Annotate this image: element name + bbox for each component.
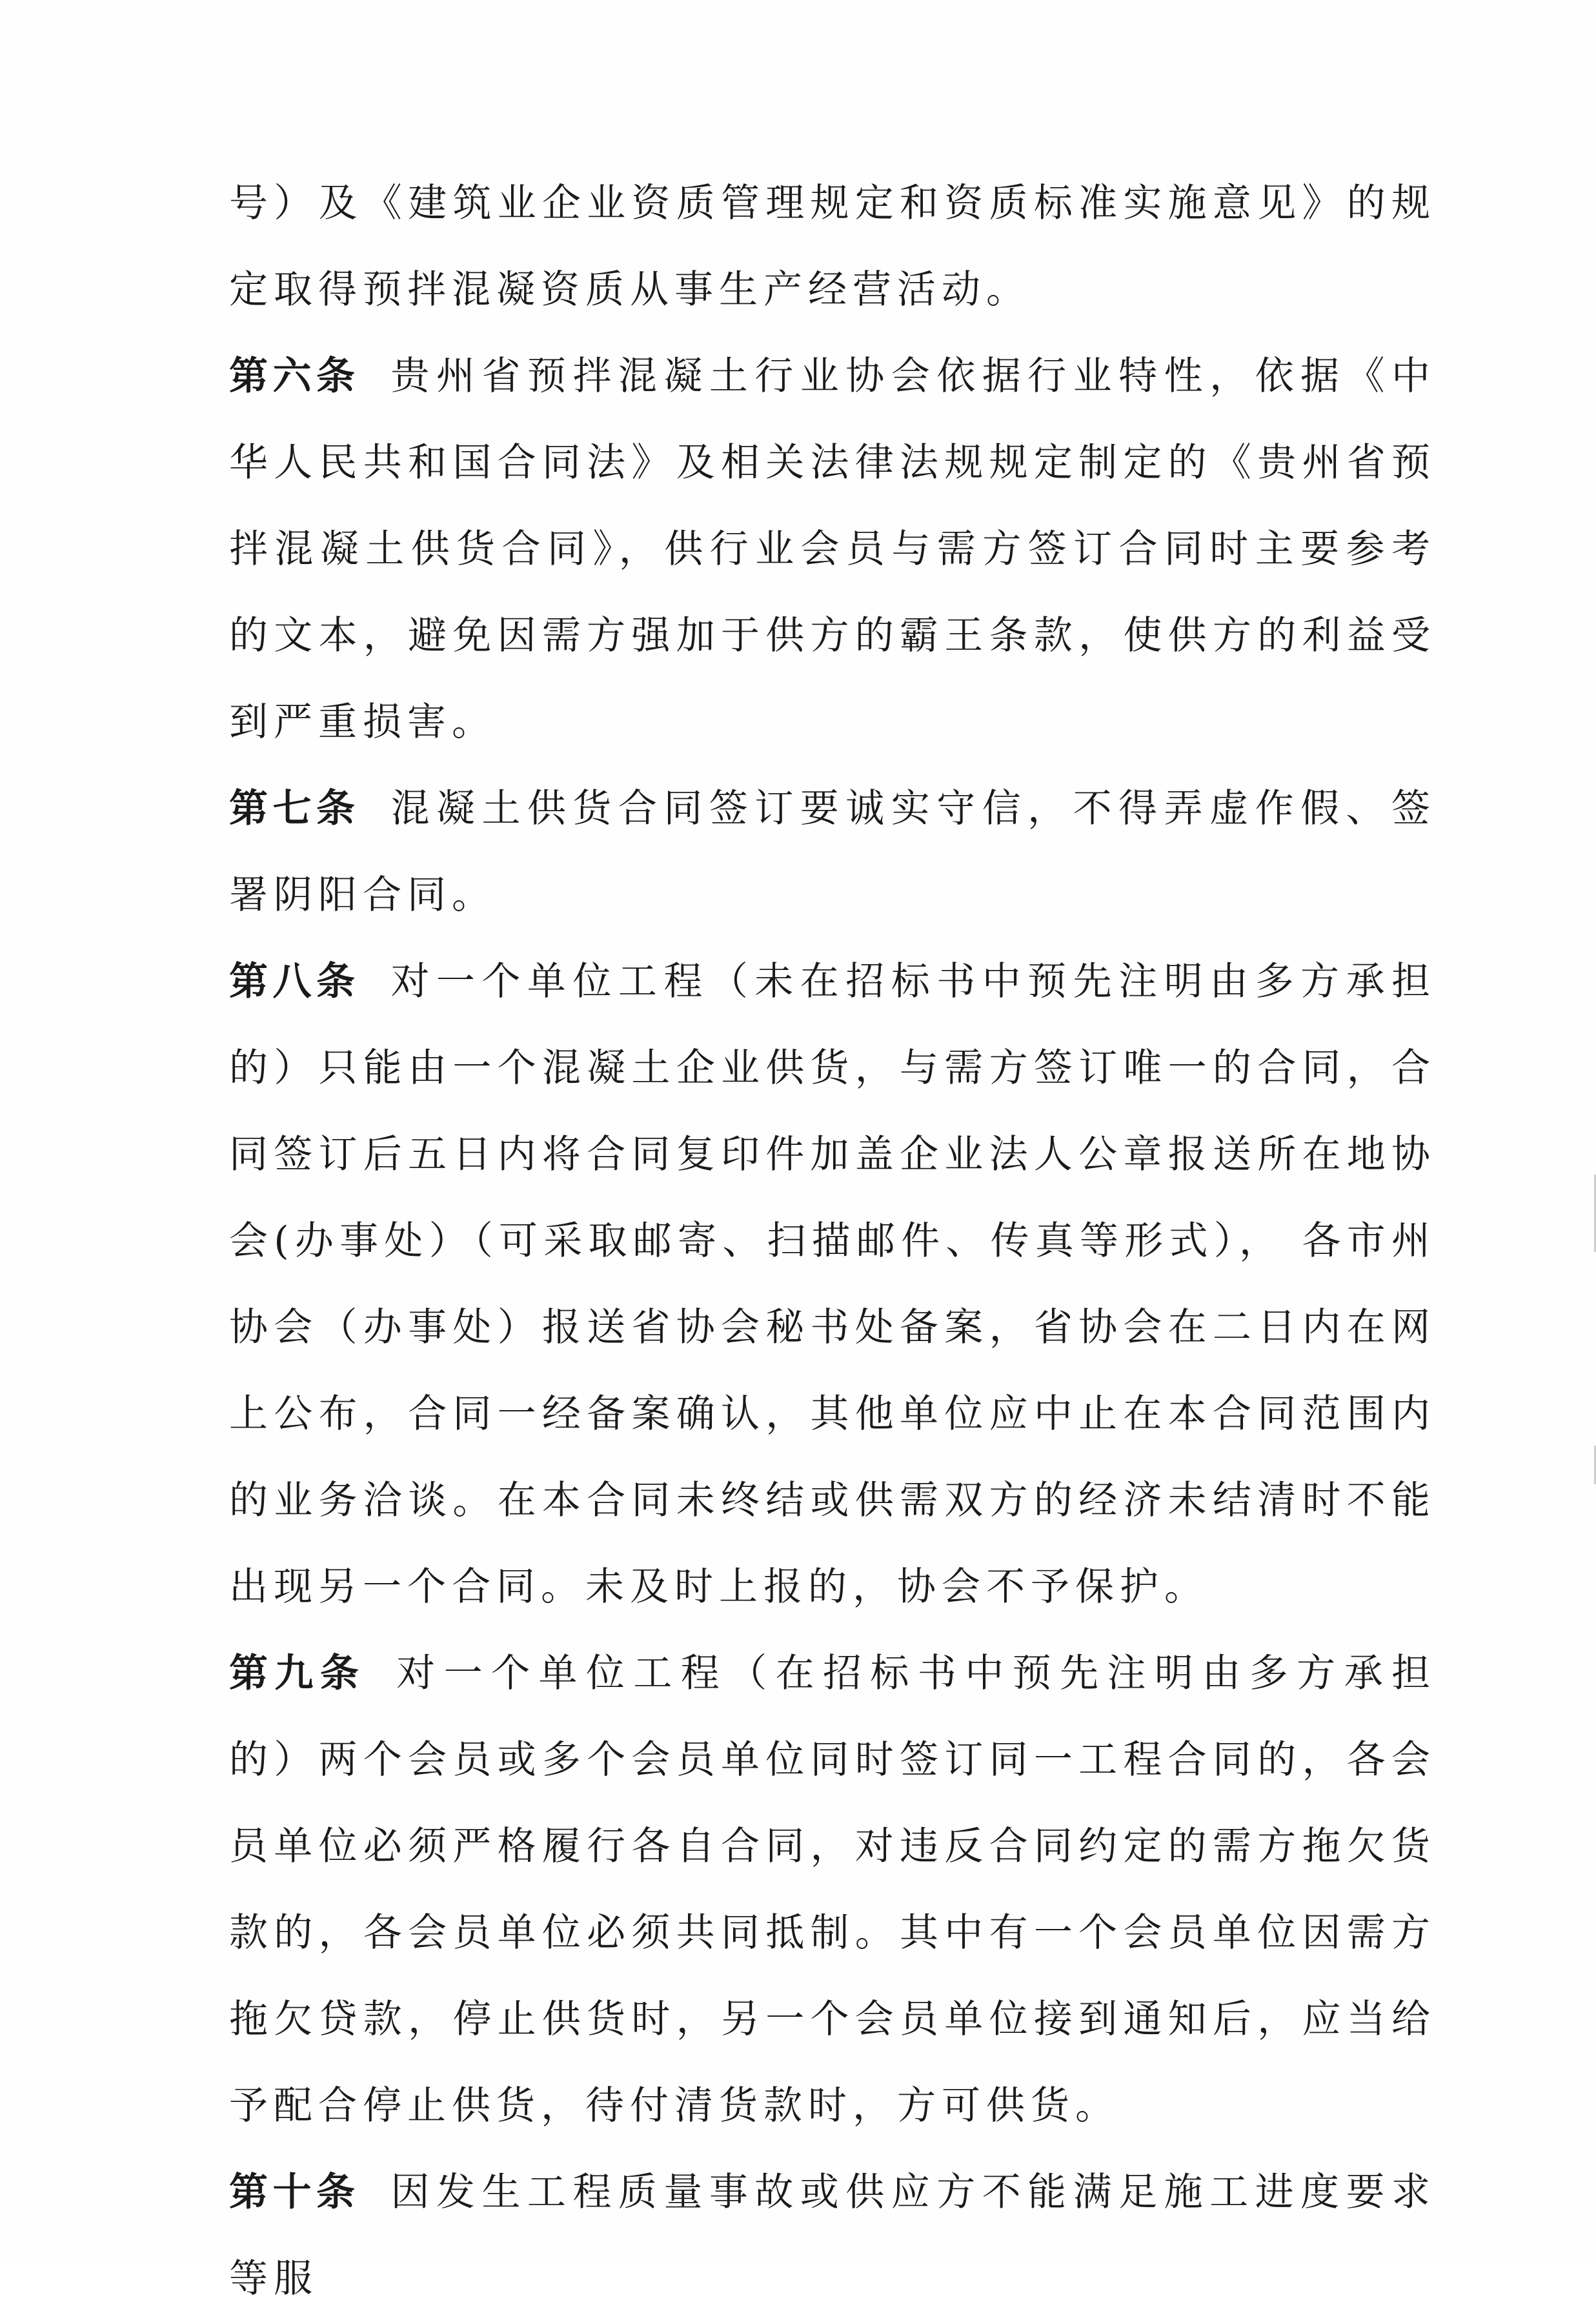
- paragraph-text: 号）及《建筑业企业资质管理规定和资质标准实施意见》的规定取得预拌混凝资质从事生产经营活动。: [229, 181, 1436, 312]
- article-text: 对一个单位工程（未在招标书中预先注明由多方承担的）只能由一个混凝土企业供货，与需方签订唯一的合同，合同签订后五日内将合同复印件加盖企业法人公章报送所在地协会(办事处）（可采取邮寄、扫描邮件、传真等形式）， 各市州协会（办事处）报送省协会秘书处备案，省协会在二日内在网上公布，合同一经备案确认，其他单位应中止在本合同范围内的业务洽谈。在本合同未终结或供需双方的经济未结清时不能出现另一个合同。未及时上报的，协会不予保护。: [229, 959, 1437, 1610]
- article-heading: 第九条: [229, 1651, 366, 1696]
- article-heading: 第七条: [229, 786, 360, 831]
- article-text: 因发生工程质量事故或供应方不能满足施工进度要求等服: [229, 2170, 1437, 2301]
- article-text: 对一个单位工程（在招标书中预先注明由多方承担的）两个会员或多个会员单位同时签订同一工程合同的，各会员单位必须严格履行各自合同，对违反合同约定的需方拖欠货款的，各会员单位必须共同抵制。其中有一个会员单位因需方拖欠贷款，停止供货时，另一个会员单位接到通知后，应当给予配合停止供货，待付清货款时，方可供货。: [229, 1651, 1436, 2128]
- article-8: [229, 938, 1436, 1630]
- article-text: 混凝土供货合同签订要诚实守信，不得弄虚作假、签署阴阳合同。: [229, 786, 1437, 918]
- article-10: [229, 2149, 1436, 2322]
- article-heading: 第六条: [229, 354, 360, 399]
- paragraph-continuation: [229, 160, 1436, 333]
- document-body: [229, 160, 1436, 2322]
- article-heading: 第十条: [229, 2170, 360, 2215]
- article-heading: 第八条: [229, 959, 360, 1004]
- article-9: [229, 1630, 1436, 2149]
- article-6: [229, 333, 1436, 765]
- article-text: 贵州省预拌混凝土行业协会依据行业特性，依据《中华人民共和国合同法》及相关法律法规规定制定的《贵州省预拌混凝土供货合同》，供行业会员与需方签订合同时主要参考的文本，避免因需方强加于供方的霸王条款，使供方的利益受到严重损害。: [229, 354, 1437, 745]
- article-7: [229, 765, 1436, 938]
